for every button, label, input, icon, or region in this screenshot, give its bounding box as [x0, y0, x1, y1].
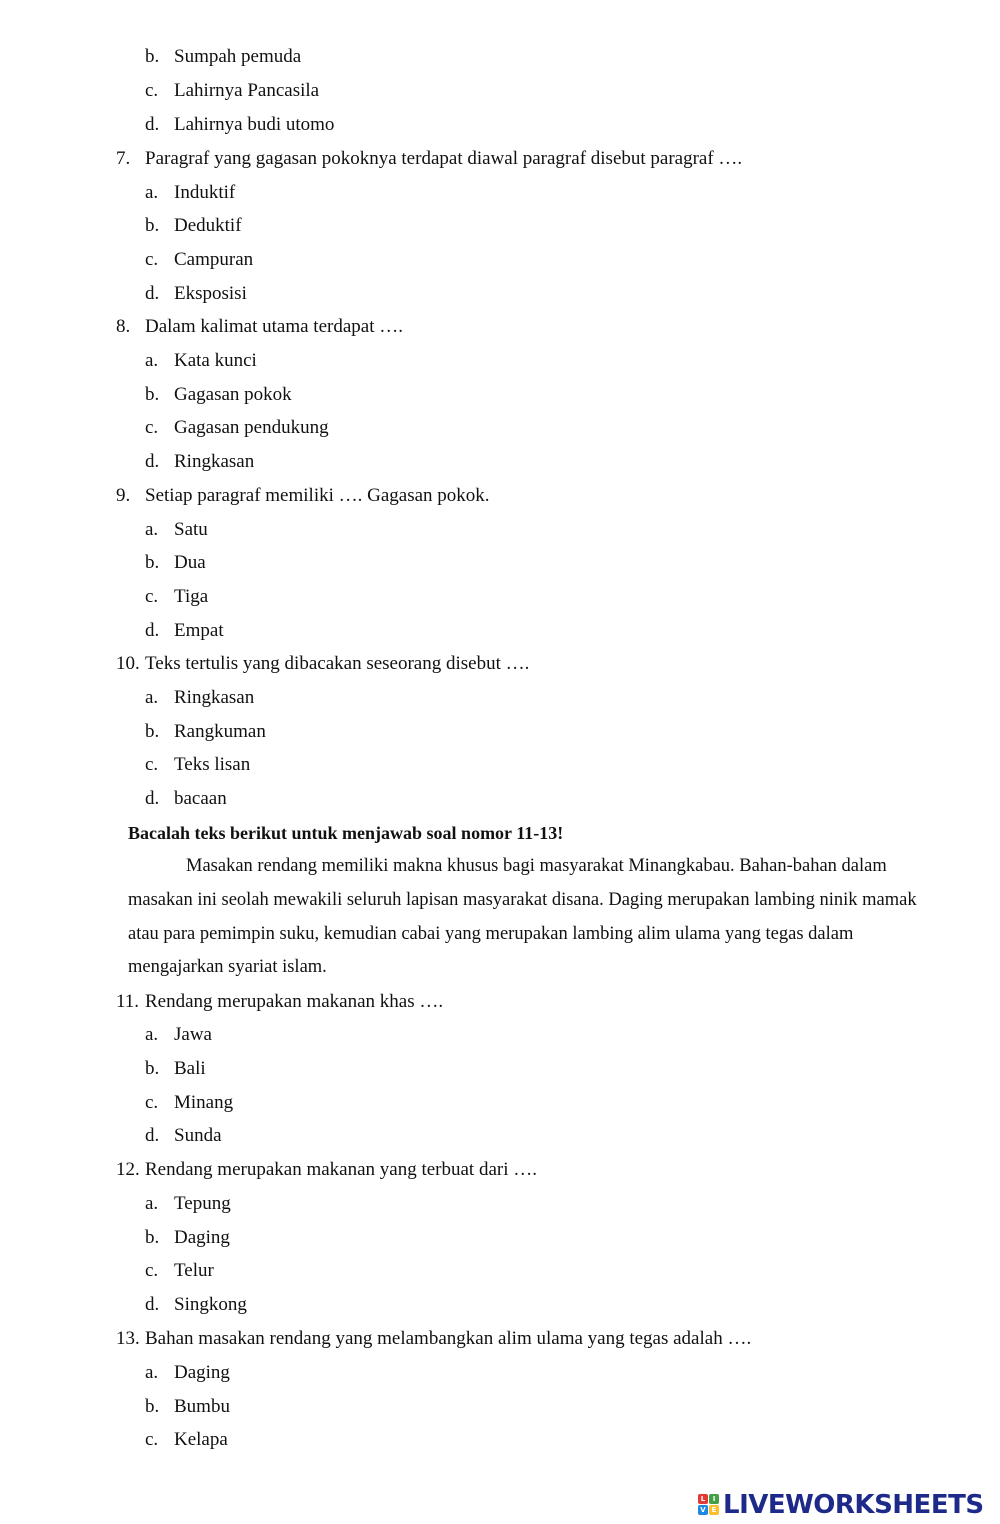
- logo-mark-icon: [698, 1494, 720, 1516]
- option-letter: a.: [145, 1362, 159, 1383]
- option-text: Ringkasan: [174, 687, 255, 708]
- option-letter: b.: [145, 1058, 160, 1079]
- option-text: Empat: [174, 620, 224, 641]
- option-letter: b.: [145, 215, 160, 236]
- question-text: Dalam kalimat utama terdapat ….: [145, 316, 403, 337]
- liveworksheets-logo[interactable]: [698, 1490, 984, 1520]
- logo-text: LIVEWORKSHEETS: [723, 1490, 984, 1520]
- option-text: Campuran: [174, 249, 254, 270]
- question-text: Bahan masakan rendang yang melambangkan alim ulama yang tegas adalah ….: [145, 1328, 752, 1349]
- question-text: Teks tertulis yang dibacakan seseorang disebut ….: [145, 653, 530, 674]
- option-text: Singkong: [174, 1294, 247, 1315]
- option-text: Bali: [174, 1058, 206, 1079]
- option-text: Eksposisi: [174, 283, 247, 304]
- option-text: Rangkuman: [174, 721, 266, 742]
- question-text: Rendang merupakan makanan khas ….: [145, 991, 444, 1012]
- logo-mark-letter: V: [698, 1505, 708, 1515]
- option-text: Deduktif: [174, 215, 242, 236]
- question-number: 13.: [116, 1328, 140, 1349]
- option-text: Kata kunci: [174, 350, 257, 371]
- option-letter: a.: [145, 1193, 159, 1214]
- option-text: Bumbu: [174, 1396, 230, 1417]
- question-text: Rendang merupakan makanan yang terbuat dari ….: [145, 1159, 537, 1180]
- option-text: Gagasan pokok: [174, 384, 292, 405]
- question-number: 9.: [116, 485, 131, 506]
- option-text: Sumpah pemuda: [174, 46, 302, 67]
- option-text: Kelapa: [174, 1429, 228, 1450]
- logo-mark-letter: L: [698, 1494, 708, 1504]
- option-text: Tepung: [174, 1193, 231, 1214]
- option-letter: d.: [145, 451, 160, 472]
- option-letter: d.: [145, 1294, 160, 1315]
- option-letter: c.: [145, 1429, 159, 1450]
- question-number: 7.: [116, 148, 131, 169]
- question-number: 10.: [116, 653, 140, 674]
- option-letter: c.: [145, 249, 159, 270]
- reading-paragraph: Masakan rendang memiliki makna khusus bagi masyarakat Minangkabau. Bahan-bahan dalam masakan ini seolah mewakili seluruh lapisan masyarakat disana. Daging merupakan lambing ninik mamak atau para pemimpin suku, kemudian cabai yang merupakan lambing alim ulama yang tegas dalam mengajarkan syariat islam.: [128, 856, 917, 978]
- option-letter: d.: [145, 1125, 160, 1146]
- option-letter: c.: [145, 80, 159, 101]
- option-letter: c.: [145, 1260, 159, 1281]
- option-letter: a.: [145, 1024, 159, 1045]
- option-letter: a.: [145, 350, 159, 371]
- logo-mark-letter: I: [709, 1494, 719, 1504]
- option-text: Lahirnya Pancasila: [174, 80, 320, 101]
- question-number: 12.: [116, 1159, 140, 1180]
- option-text: Telur: [174, 1260, 214, 1281]
- option-text: Induktif: [174, 182, 236, 203]
- option-text: Daging: [174, 1227, 230, 1248]
- option-text: Satu: [174, 519, 208, 540]
- option-letter: a.: [145, 519, 159, 540]
- option-text: Daging: [174, 1362, 230, 1383]
- option-text: Teks lisan: [174, 754, 251, 775]
- option-letter: d.: [145, 788, 160, 809]
- reading-instruction: Bacalah teks berikut untuk menjawab soal nomor 11-13!: [128, 823, 564, 843]
- option-letter: b.: [145, 721, 160, 742]
- question-number: 8.: [116, 316, 131, 337]
- option-letter: d.: [145, 114, 160, 135]
- option-letter: b.: [145, 46, 160, 67]
- question-number: 11.: [116, 991, 140, 1012]
- option-text: Gagasan pendukung: [174, 417, 329, 438]
- option-letter: b.: [145, 1396, 160, 1417]
- question-text: Paragraf yang gagasan pokoknya terdapat diawal paragraf disebut paragraf ….: [145, 148, 743, 169]
- option-letter: b.: [145, 552, 160, 573]
- option-text: Sunda: [174, 1125, 222, 1146]
- option-letter: d.: [145, 283, 160, 304]
- option-letter: b.: [145, 384, 160, 405]
- option-letter: c.: [145, 417, 159, 438]
- option-letter: d.: [145, 620, 160, 641]
- logo-mark-letter: E: [709, 1505, 719, 1515]
- option-letter: c.: [145, 1092, 159, 1113]
- option-text: Minang: [174, 1092, 234, 1113]
- option-letter: b.: [145, 1227, 160, 1248]
- option-text: Jawa: [174, 1024, 212, 1045]
- option-text: bacaan: [174, 788, 227, 809]
- option-text: Ringkasan: [174, 451, 255, 472]
- option-text: Dua: [174, 552, 206, 573]
- option-letter: a.: [145, 687, 159, 708]
- option-letter: c.: [145, 754, 159, 775]
- option-text: Tiga: [174, 586, 209, 607]
- option-text: Lahirnya budi utomo: [174, 114, 335, 135]
- question-text: Setiap paragraf memiliki …. Gagasan pokok.: [145, 485, 490, 506]
- option-letter: a.: [145, 182, 159, 203]
- option-letter: c.: [145, 586, 159, 607]
